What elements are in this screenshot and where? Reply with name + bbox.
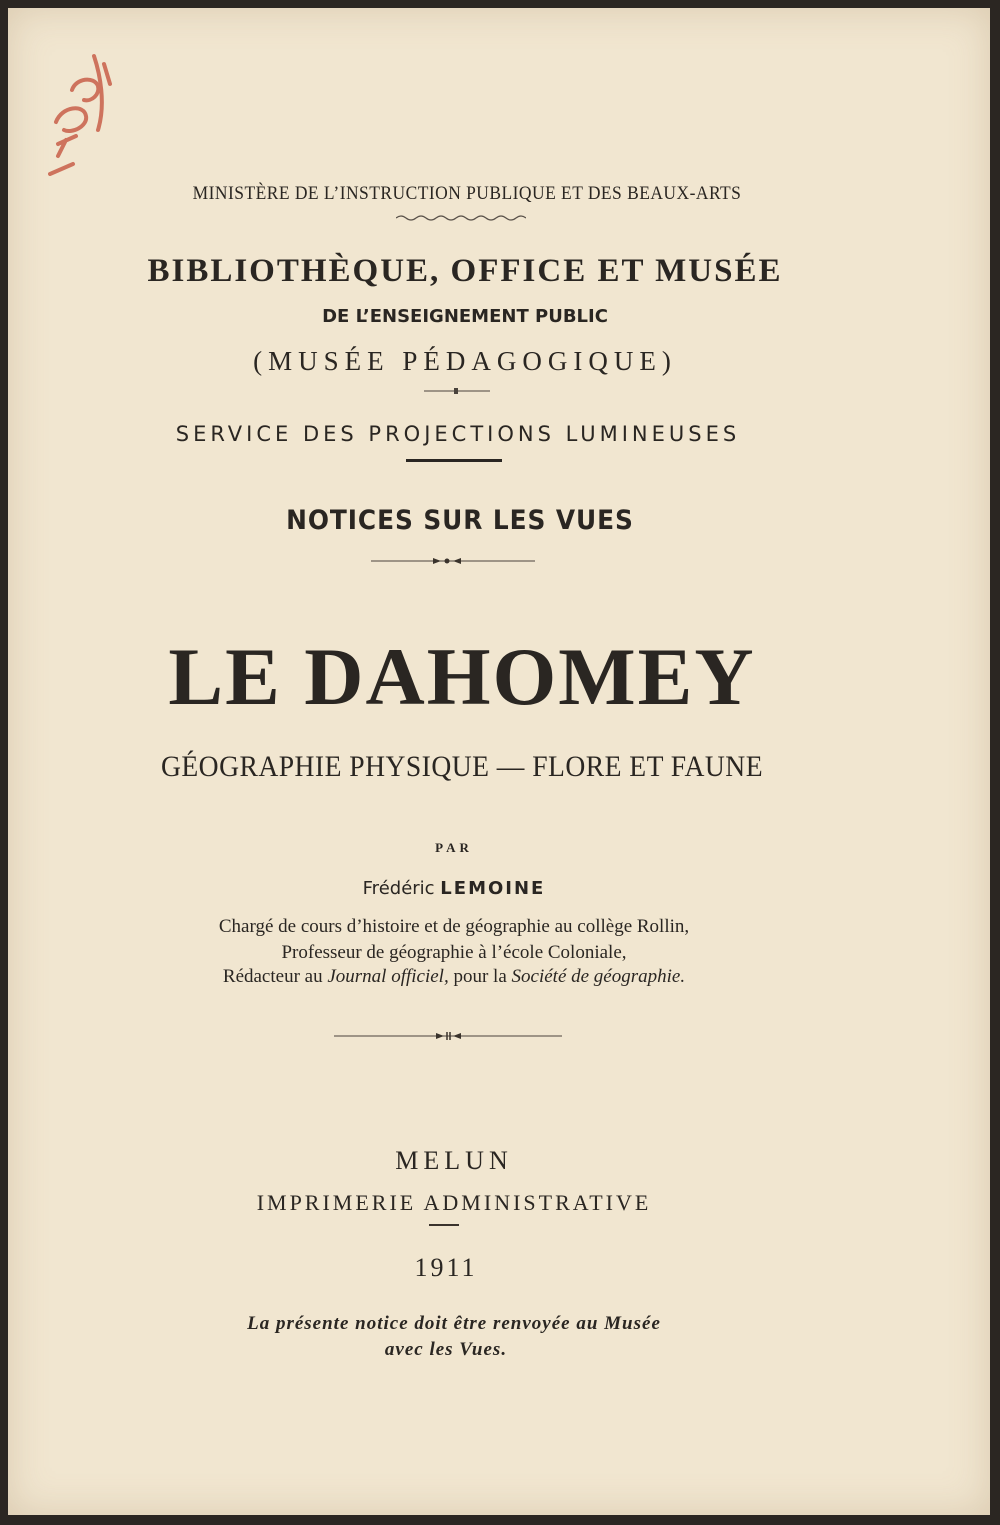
credential-mid: pour la xyxy=(453,966,507,987)
ornament-arrows xyxy=(334,1031,562,1041)
imprint-city: MELUN xyxy=(395,1146,513,1175)
institution-subtitle: DE L’ENSEIGNEMENT PUBLIC xyxy=(322,306,608,327)
author-last-name: LEMOINE xyxy=(440,878,546,899)
journal-name: Journal officiel, xyxy=(327,966,449,987)
document-page xyxy=(8,8,990,1515)
society-name: Société de géographie. xyxy=(511,966,686,987)
credential-prefix: Rédacteur au xyxy=(222,966,323,987)
divider-rule xyxy=(429,1224,459,1226)
handwritten-stamp xyxy=(28,44,128,194)
institution-title: BIBLIOTHÈQUE, OFFICE ET MUSÉE xyxy=(147,253,783,289)
document-title: LE DAHOMEY xyxy=(168,631,756,722)
document-subtitle: GÉOGRAPHIE PHYSIQUE — FLORE ET FAUNE xyxy=(160,750,764,783)
by-label: PAR xyxy=(435,840,473,855)
ministry-line: MINISTÈRE DE L’INSTRUCTION PUBLIQUE ET DES BEAUX-ARTS xyxy=(192,183,742,204)
imprint-year: 1911 xyxy=(414,1253,478,1282)
author-credential xyxy=(8,966,900,988)
author-first-name: Frédéric xyxy=(362,878,435,899)
service-line: SERVICE DES PROJECTIONS LUMINEUSES xyxy=(175,422,741,446)
return-notice: avec les Vues. xyxy=(384,1339,508,1360)
return-notice: La présente notice doit être renvoyée au Musée xyxy=(247,1313,661,1334)
notices-heading: NOTICES SUR LES VUES xyxy=(286,505,634,536)
imprint-printer: IMPRIMERIE ADMINISTRATIVE xyxy=(256,1190,652,1215)
ornament-rule-wavy xyxy=(396,214,526,222)
ornament-arrows xyxy=(371,556,535,566)
ornament-small xyxy=(424,386,490,396)
author-name xyxy=(8,878,900,899)
institution-alt-name: (MUSÉE PÉDAGOGIQUE) xyxy=(253,346,677,376)
author-credential: Professeur de géographie à l’école Coloniale, xyxy=(281,942,627,963)
author-credential: Chargé de cours d’histoire et de géographie au collège Rollin, xyxy=(218,916,690,937)
divider-rule xyxy=(406,459,502,462)
